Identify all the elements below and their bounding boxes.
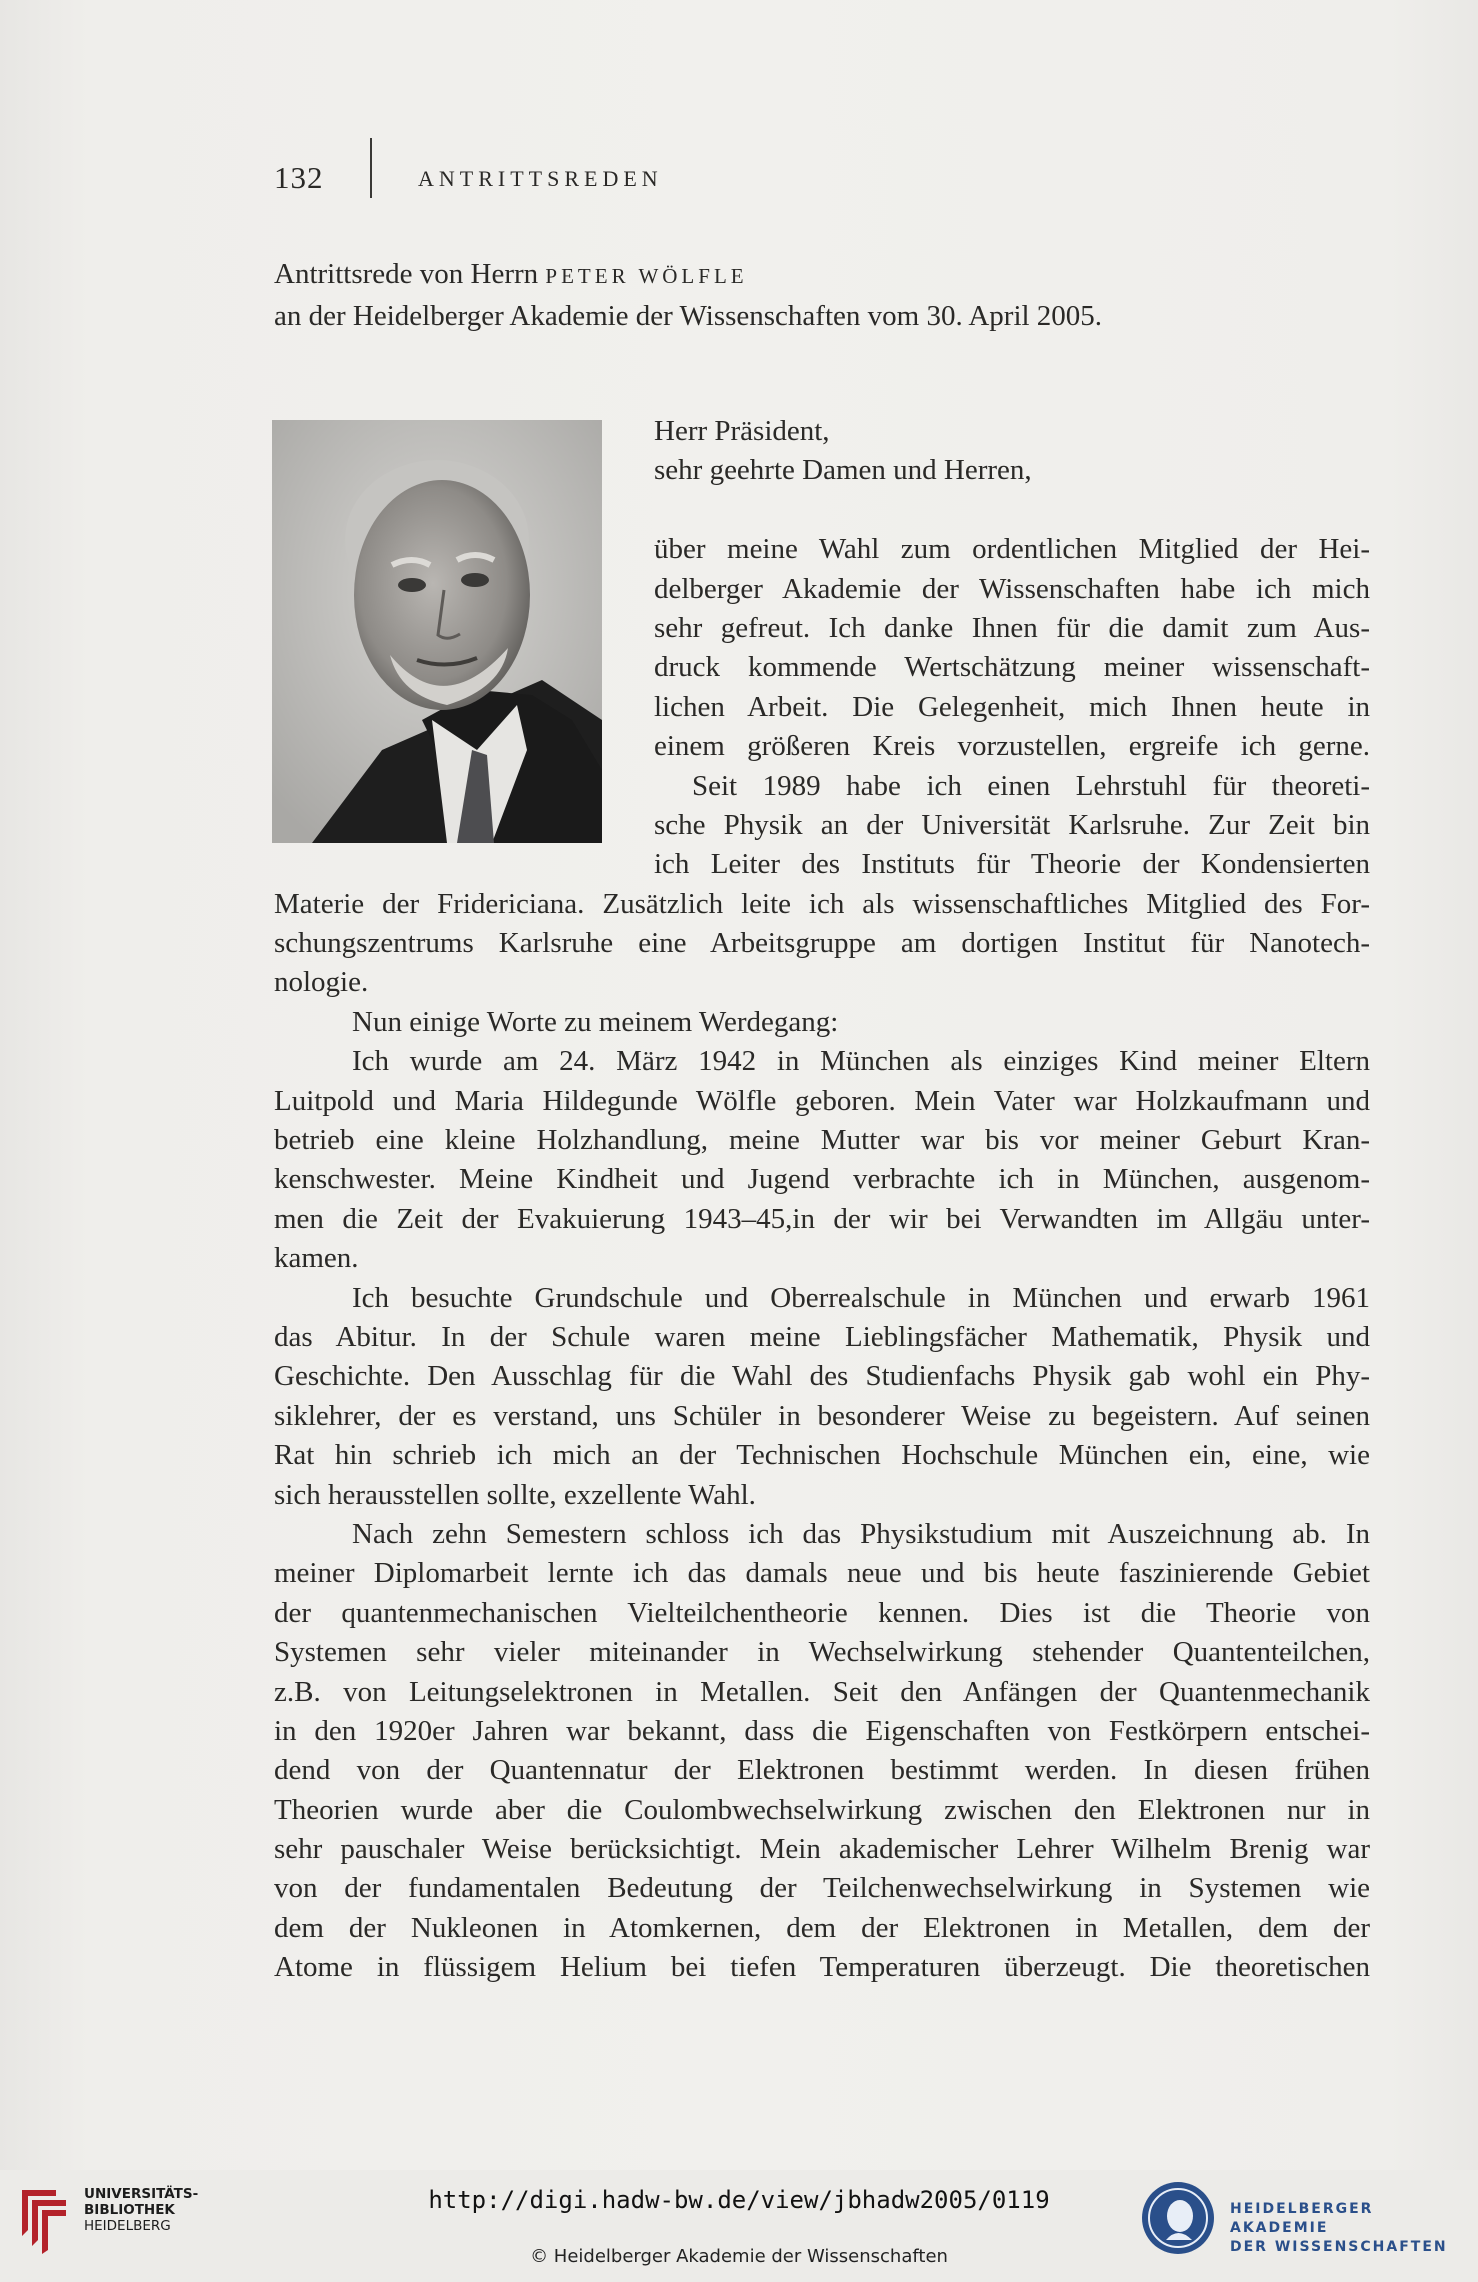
- text-line: sche Physik an der Universität Karlsruhe. Zur Zeit bin: [654, 808, 1370, 841]
- body-text: [274, 412, 1370, 1988]
- academy-seal-icon: [1140, 2180, 1216, 2256]
- text-line: lichen Arbeit. Die Gelegenheit, mich Ihnen heute in: [654, 690, 1370, 723]
- text-line: Atome in flüssigem Helium bei tiefen Temperaturen überzeugt. Die theoretischen: [274, 1951, 1370, 1984]
- text-line: der quantenmechanischen Vielteilchentheorie kennen. Dies ist die Theorie von: [274, 1596, 1370, 1629]
- text-line: ich Leiter des Instituts für Theorie der Kondensierten: [654, 848, 1370, 881]
- academy-line-2: DER WISSENSCHAFTEN: [1230, 2239, 1448, 2255]
- title-line-1: [274, 254, 1374, 296]
- text-line: von der fundamentalen Bedeutung der Teilchenwechselwirkung in Systemen wie: [274, 1872, 1370, 1905]
- library-line-2: BIBLIOTHEK: [84, 2202, 175, 2218]
- text-line: men die Zeit der Evakuierung 1943–45,in der wir bei Verwandten im Allgäu unter-: [274, 1202, 1370, 1235]
- text-line: sehr pauschaler Weise berücksichtigt. Mein akademischer Lehrer Wilhelm Brenig war: [274, 1833, 1370, 1866]
- section-title: ANTRITTSREDEN: [418, 166, 663, 191]
- text-line: schungszentrums Karlsruhe eine Arbeitsgruppe am dortigen Institut für Nanotech-: [274, 927, 1370, 960]
- text-line: z.B. von Leitungselektronen in Metallen. Seit den Anfängen der Quantenmechanik: [274, 1675, 1370, 1708]
- text-line: nologie.: [274, 966, 369, 999]
- text-line: Seit 1989 habe ich einen Lehrstuhl für theoreti-: [692, 769, 1370, 802]
- permalink-url[interactable]: http://digi.hadw-bw.de/view/jbhadw2005/0119: [428, 2186, 1050, 2214]
- speaker-name: PETER WÖLFLE: [545, 264, 748, 288]
- text-line: über meine Wahl zum ordentlichen Mitglied der Hei-: [654, 533, 1370, 566]
- text-line: das Abitur. In der Schule waren meine Lieblingsfächer Mathematik, Physik und: [274, 1320, 1370, 1353]
- text-line: einem größeren Kreis vorzustellen, ergreife ich gerne.: [654, 730, 1370, 763]
- text-line: Ich wurde am 24. März 1942 in München als einziges Kind meiner Eltern: [352, 1045, 1370, 1078]
- text-line: Systemen sehr vieler miteinander in Wechselwirkung stehender Quantenteilchen,: [274, 1636, 1370, 1669]
- text-line: Materie der Fridericiana. Zusätzlich leite ich als wissenschaftliches Mitglied des For-: [274, 887, 1370, 920]
- library-line-1: UNIVERSITÄTS-: [84, 2186, 199, 2202]
- text-line: sich herausstellen sollte, exzellente Wahl.: [274, 1478, 756, 1511]
- text-line: druck kommende Wertschätzung meiner wissenschaft-: [654, 651, 1370, 684]
- text-line: sehr gefreut. Ich danke Ihnen für die damit zum Aus-: [654, 611, 1370, 644]
- text-line: in den 1920er Jahren war bekannt, dass die Eigenschaften von Festkörpern entschei-: [274, 1714, 1370, 1747]
- text-line: meiner Diplomarbeit lernte ich das damals neue und bis heute faszinierende Gebiet: [274, 1557, 1370, 1590]
- text-line: kenschwester. Meine Kindheit und Jugend verbrachte ich in München, ausgenom-: [274, 1163, 1370, 1196]
- running-head: [274, 156, 1374, 196]
- text-line: Geschichte. Den Ausschlag für die Wahl des Studienfachs Physik gab wohl ein Phy-: [274, 1360, 1370, 1393]
- text-line: dem der Nukleonen in Atomkernen, dem der Elektronen in Metallen, dem der: [274, 1911, 1370, 1944]
- page-number: 132: [274, 160, 324, 195]
- academy-name: [1230, 2200, 1478, 2257]
- title-line-2: an der Heidelberger Akademie der Wissenschaften vom 30. April 2005.: [274, 300, 1103, 332]
- text-line: kamen.: [274, 1242, 359, 1275]
- text-line: dend von der Quantennatur der Elektronen bestimmt werden. In diesen frühen: [274, 1754, 1370, 1787]
- text-line: Theorien wurde aber die Coulombwechselwirkung zwischen den Elektronen nur in: [274, 1793, 1370, 1826]
- text-line: delberger Akademie der Wissenschaften habe ich mich: [654, 572, 1370, 605]
- text-line: [274, 491, 1370, 530]
- speech-title: [274, 254, 1374, 336]
- text-line: sehr geehrte Damen und Herren,: [654, 454, 1032, 487]
- text-line: betrieb eine kleine Holzhandlung, meine Mutter war bis vor meiner Geburt Kran-: [274, 1124, 1370, 1157]
- copyright-notice: © Heidelberger Akademie der Wissenschaften: [530, 2246, 948, 2267]
- text-line: Luitpold und Maria Hildegunde Wölfle geboren. Mein Vater war Holzkaufmann und: [274, 1084, 1370, 1117]
- title-prefix: Antrittsrede von Herrn: [274, 258, 539, 290]
- text-line: Nun einige Worte zu meinem Werdegang:: [352, 1005, 839, 1038]
- library-line-3: HEIDELBERG: [84, 2218, 171, 2234]
- text-line: Ich besuchte Grundschule und Oberrealschule in München und erwarb 1961: [352, 1281, 1370, 1314]
- text-line: Nach zehn Semestern schloss ich das Physikstudium mit Auszeichnung ab. In: [352, 1517, 1370, 1550]
- text-line: Herr Präsident,: [654, 415, 830, 447]
- text-line: Rat hin schrieb ich mich an der Technischen Hochschule München ein, eine, wie: [274, 1439, 1370, 1472]
- header-divider: [370, 138, 372, 198]
- academy-line-1: HEIDELBERGER AKADEMIE: [1230, 2201, 1374, 2236]
- text-line: siklehrer, der es verstand, uns Schüler in besonderer Weise zu begeistern. Auf seinen: [274, 1399, 1370, 1432]
